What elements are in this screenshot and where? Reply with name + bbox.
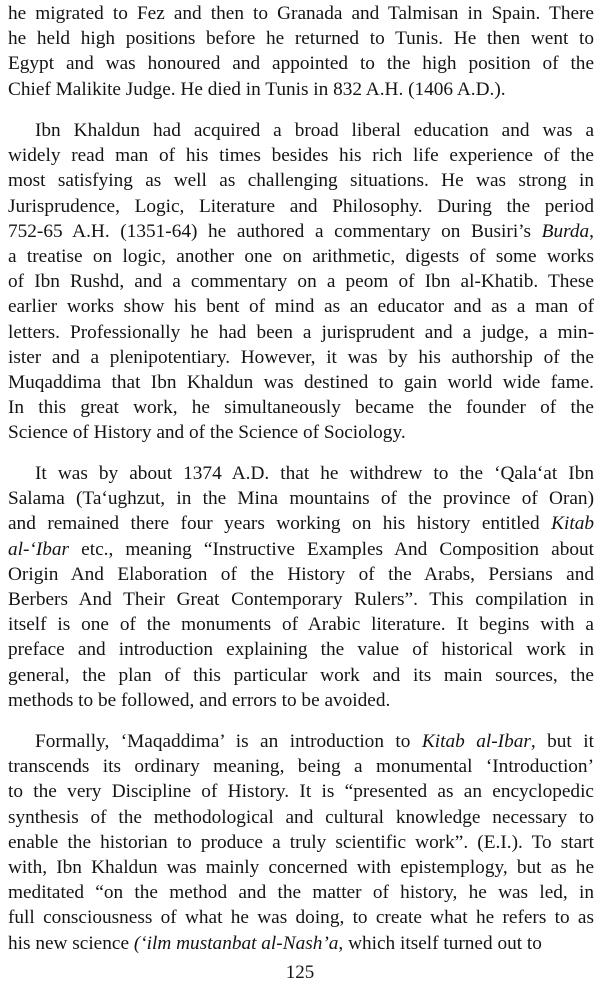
paragraph: [8, 729, 594, 956]
text-line: full consciousness of what he was doing, to create what he refers to as: [8, 907, 594, 929]
paragraph: [8, 461, 594, 713]
text-line: synthesis of the methodological and cultural knowledge necessary to: [8, 806, 594, 828]
text-line: Chief Malikite Judge. He died in Tunis in 832 A.H. (1406 A.D.).: [8, 78, 506, 100]
text-line: Egypt and was honoured and appointed to the high position of the: [8, 53, 594, 75]
text-line: Salama (Ta‘ughzut, in the Mina mountains of the province of Oran): [8, 488, 594, 510]
text-line: Muqaddima that Ibn Khaldun was destined to gain world wide fame.: [8, 372, 594, 394]
text-line: with, Ibn Khaldun was mainly concerned with epistemplogy, but as he: [8, 857, 594, 879]
text-line: Science of History and of the Science of Sociology.: [8, 422, 406, 444]
text-line: general, the plan of this particular work and its main sources, the: [8, 664, 594, 686]
text-line: a treatise on logic, another one on arithmetic, digests of some works: [8, 246, 594, 268]
text-line: letters. Professionally he had been a jurisprudent and a judge, a min-: [8, 321, 594, 343]
text-line: Ibn Khaldun had acquired a broad liberal education and was a: [35, 120, 594, 141]
text-line: enable the historian to produce a truly scientific work”. (E.I.). To start: [8, 831, 594, 853]
text-line: It was by about 1374 A.D. that he withdrew to the ‘Qala‘at Ibn: [35, 463, 594, 484]
text-line: he migrated to Fez and then to Granada and Talmisan in Spain. There: [8, 3, 594, 24]
text-line: preface and introduction explaining the value of historical work in: [8, 639, 594, 661]
text-line: he held high positions before he returned to Tunis. He then went to: [8, 28, 594, 50]
text-line: In this great work, he simultaneously became the founder of the: [8, 397, 594, 419]
text-line: itself is one of the monuments of Arabic literature. It begins with a: [8, 614, 594, 636]
text-line: al-‘Ibar etc., meaning “Instructive Examples And Composition about: [8, 538, 594, 560]
text-line: and remained there four years working on his history entitled Kitab: [8, 513, 594, 535]
text-line: methods to be followed, and errors to be avoided.: [8, 689, 391, 711]
text-line: ister and a plenipotentiary. However, it was by his authorship of the: [8, 346, 594, 368]
text-line: 752-65 A.H. (1351-64) he authored a commentary on Busiri’s Burda,: [8, 220, 594, 242]
text-line: earlier works show his bent of mind as an educator and as a man of: [8, 296, 594, 318]
text-line: meditated “on the method and the matter of history, he was led, in: [8, 882, 594, 904]
paragraph: [8, 1, 594, 102]
text-line: Origin And Elaboration of the History of the Arabs, Persians and: [8, 563, 594, 585]
text-line: most satisfying as well as challenging situations. He was strong in: [8, 170, 594, 192]
paragraph: [8, 118, 594, 446]
text-line: to the very Discipline of History. It is “presented as an encyclopedic: [8, 781, 594, 803]
text-line: Jurisprudence, Logic, Literature and Philosophy. During the period: [8, 195, 594, 217]
text-line: Berbers And Their Great Contemporary Rulers”. This compilation in: [8, 589, 594, 611]
text-line: of Ibn Rushd, and a commentary on a peom of Ibn al-Khatib. These: [8, 271, 594, 293]
text-line: his new science (‘ilm mustanbat al-Nash’a, which itself turned out to: [8, 932, 542, 954]
text-line: transcends its ordinary meaning, being a monumental ‘Introduction’: [8, 756, 594, 778]
text-line: widely read man of his times besides his rich life experience of the: [8, 145, 594, 167]
page-number: 125: [285, 962, 315, 983]
text-line: Formally, ‘Maqaddima’ is an introduction to Kitab al-Ibar, but it: [35, 731, 594, 752]
